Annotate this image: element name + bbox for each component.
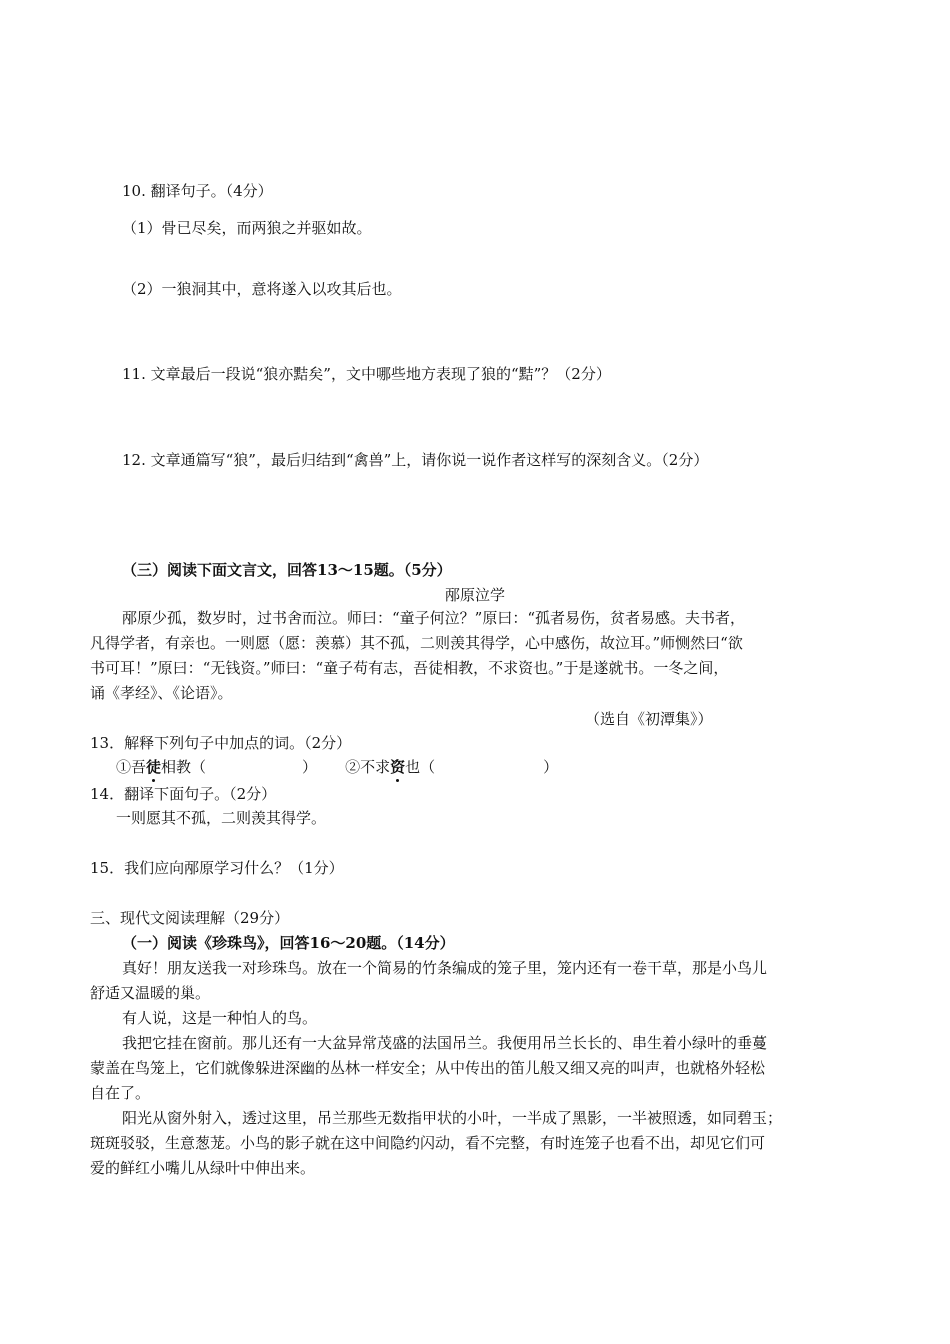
reading-line: 自在了。 (90, 1084, 151, 1102)
section-3-title: 三、现代文阅读理解（29分） (90, 909, 290, 927)
reading-1-header: （一）阅读《珍珠鸟》，回答16～20题。（14分） (122, 934, 455, 952)
reading-line: 有人说，这是一种怕人的鸟。 (122, 1009, 318, 1027)
q13-item2-pre: ②不求 (345, 758, 391, 776)
reading-line: 蒙盖在鸟笼上，它们就像躲进深幽的丛林一样安全；从中传出的笛儿般又细又亮的叫声，也就格外轻松 (90, 1059, 766, 1077)
passage-source: （选自《初潭集》） (585, 710, 713, 728)
question-10-title: 10. 翻译句子。（4分） (122, 182, 273, 200)
reading-line: 真好！朋友送我一对珍珠鸟。放在一个简易的竹条编成的笼子里，笼内还有一卷干草，那是小鸟儿 (122, 959, 768, 977)
reading-line: 爱的鲜红小嘴儿从绿叶中伸出来。 (90, 1159, 316, 1177)
passage-line: 诵《孝经》、《论语》。 (90, 684, 233, 702)
reading-line: 我把它挂在窗前。那儿还有一大盆异常茂盛的法国吊兰。我便用吊兰长长的、串生着小绿叶的垂蔓 (122, 1034, 768, 1052)
reading-line: 斑斑驳驳，生意葱茏。小鸟的影子就在这中间隐约闪动，看不完整，有时连笼子也看不出，却见它们可 (90, 1134, 766, 1152)
q13-item2-dotted-word: 资 (390, 758, 406, 776)
q13-item1-close: ） (302, 758, 318, 776)
question-14-sentence: 一则愿其不孤，二则羡其得学。 (116, 809, 327, 827)
passage-line: 邴原少孤，数岁时，过书舍而泣。师曰：“童子何泣？”原曰：“孤者易伤，贫者易感。夫书者， (122, 609, 746, 627)
q13-item1-dotted-word: 徒 (146, 758, 162, 776)
question-15: 15．我们应向邴原学习什么？（1分） (90, 859, 344, 877)
question-11: 11. 文章最后一段说“狼亦黠矣”，文中哪些地方表现了狼的“黠”？（2分） (122, 365, 611, 383)
question-14-title: 14．翻译下面句子。（2分） (90, 785, 277, 803)
passage-title: 邴原泣学 (444, 586, 505, 604)
q13-item2-close: ） (543, 758, 559, 776)
reading-line: 阳光从窗外射入，透过这里，吊兰那些无数指甲状的小叶，一半成了黑影，一半被照透，如同碧玉； (122, 1109, 783, 1127)
reading-line: 舒适又温暖的巢。 (90, 984, 211, 1002)
passage-line: 书可耳！”原曰：“无钱资。”师曰：“童子苟有志，吾徒相教，不求资也。”于是遂就书。一冬之间， (90, 659, 729, 677)
question-13-title: 13．解释下列句子中加点的词。（2分） (90, 734, 352, 752)
question-13-items (116, 757, 558, 777)
question-12: 12. 文章通篇写“狼”，最后归结到“禽兽”上，请你说一说作者这样写的深刻含义。（2分） (122, 451, 709, 469)
q13-item1-post: 相教（ (161, 758, 207, 776)
q13-item2-post: 也（ (405, 758, 436, 776)
question-10-sentence-1: （1）骨已尽矣，而两狼之并驱如故。 (122, 219, 372, 237)
question-10-sentence-2: （2）一狼洞其中，意将遂入以攻其后也。 (122, 280, 402, 298)
passage-line: 凡得学者，有亲也。一则愿（愿：羡慕）其不孤，二则羡其得学，心中感伤，故泣耳。”师恻然曰“欲 (90, 634, 743, 652)
part-3-header: （三）阅读下面文言文，回答13～15题。（5分） (122, 561, 452, 579)
q13-item1-pre: ①吾 (116, 758, 147, 776)
